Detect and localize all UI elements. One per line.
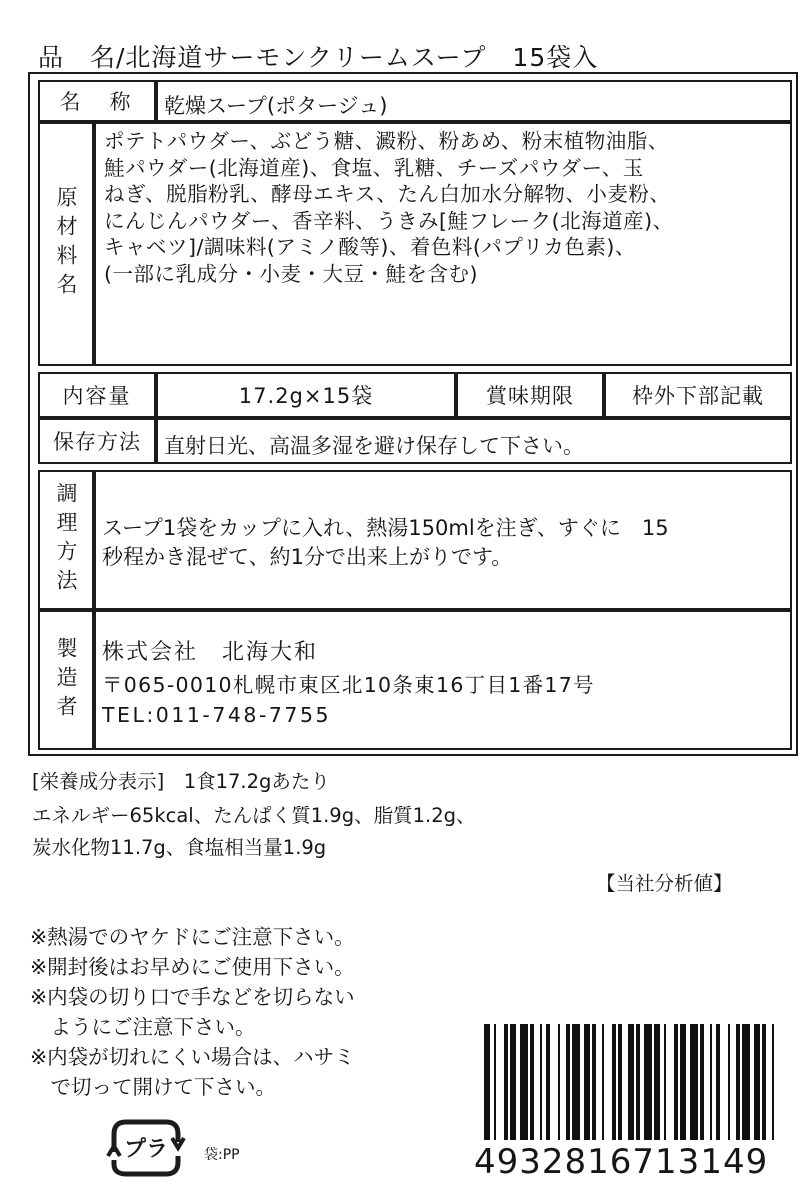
cooking-cell (94, 470, 792, 610)
caution-list (30, 922, 355, 1102)
cooking-line: スープ1袋をカップに入れ、熱湯150mlを注ぎ、すぐに 15 (102, 516, 669, 540)
ingredients-line: にんじんパウダー、香辛料、うきみ[鮭フレーク(北海道産)、 (104, 208, 674, 233)
name-value-cell (156, 80, 792, 122)
barcode (466, 1018, 792, 1189)
nutrition-header: [栄養成分表示] 1食17.2gあたり (32, 770, 330, 793)
ingredients-label-cell (38, 122, 94, 366)
best-before-value-cell (604, 372, 792, 418)
barcode-bar (484, 1024, 490, 1140)
name-label: 名 称 (59, 90, 135, 114)
cooking-line: 秒程かき混ぜて、約1分で出来上がりです。 (102, 545, 513, 569)
storage-value: 直射日光、高温多湿を避け保存して下さい。 (164, 434, 584, 458)
ingredients-label: 原材料名 (54, 186, 78, 302)
barcode-bar (584, 1024, 590, 1140)
storage-value-cell (156, 418, 792, 464)
plastic-recycle-icon (104, 1112, 188, 1182)
cooking-label: 調理方法 (54, 482, 78, 598)
barcode-bar (592, 1024, 596, 1140)
analysis-note: 【当社分析値】 (596, 872, 733, 895)
content-value-cell (156, 372, 456, 418)
nutrition-line: 炭水化物11.7g、食塩相当量1.9g (32, 836, 327, 859)
barcode-bar (540, 1024, 542, 1140)
barcode-bar (728, 1024, 730, 1140)
barcode-bar (628, 1024, 634, 1140)
caution-line: ※内袋が切れにくい場合は、ハサミ (30, 1045, 355, 1069)
maker-phone: TEL:011-748-7755 (102, 703, 332, 727)
barcode-bar (636, 1024, 640, 1140)
name-label-cell (38, 80, 156, 122)
barcode-bar (494, 1024, 496, 1140)
barcode-bar (572, 1024, 580, 1140)
maker-label-cell (38, 610, 94, 750)
maker-text (102, 636, 595, 730)
name-value: 乾燥スープ(ポタージュ) (164, 94, 388, 118)
barcode-bars (484, 1024, 784, 1140)
barcode-bar (654, 1024, 660, 1140)
caution-line: で切って開けて下さい。 (30, 1075, 276, 1099)
barcode-bar (546, 1024, 550, 1140)
caution-line: ※内袋の切り口で手などを切らない (30, 985, 355, 1009)
maker-cell (94, 610, 792, 750)
barcode-bar (566, 1024, 570, 1140)
barcode-bar (504, 1024, 508, 1140)
barcode-bar (612, 1024, 616, 1140)
cooking-label-cell (38, 470, 94, 610)
ingredients-line: ポテトパウダー、ぶどう糖、澱粉、粉あめ、粉末植物油脂、 (104, 129, 669, 153)
storage-label: 保存方法 (53, 430, 141, 454)
content-label: 内容量 (62, 384, 132, 408)
best-before-value: 枠外下部記載 (632, 384, 764, 408)
content-value: 17.2g×15袋 (238, 384, 374, 408)
barcode-bar (558, 1024, 560, 1140)
barcode-bar (742, 1024, 750, 1140)
maker-company: 株式会社 北海大和 (102, 640, 319, 665)
maker-label: 製造者 (54, 636, 78, 724)
barcode-bar (618, 1024, 622, 1140)
recycle-mark-text: プラ (123, 1137, 169, 1162)
barcode-bar (674, 1024, 678, 1140)
ingredients-line: (一部に乳成分・小麦・大豆・鮭を含む) (104, 261, 478, 286)
ingredients-line: ねぎ、脱脂粉乳、酵母エキス、たん白加水分解物、小麦粉、 (104, 182, 671, 206)
barcode-bar (710, 1024, 712, 1140)
product-name-line: 品 名/北海道サーモンクリームスープ 15袋入 (38, 43, 599, 72)
ingredients-cell (94, 122, 792, 366)
barcode-bar (602, 1024, 604, 1140)
best-before-label-cell (456, 372, 604, 418)
caution-line: ※熱湯でのヤケドにご注意下さい。 (30, 925, 355, 949)
barcode-bar (530, 1024, 534, 1140)
barcode-bar (690, 1024, 698, 1140)
caution-line: ※開封後はお早めにご使用下さい。 (30, 955, 355, 979)
barcode-bar (700, 1024, 704, 1140)
cooking-text (102, 514, 669, 572)
caution-line: ようにご注意下さい。 (30, 1015, 256, 1039)
barcode-bar (510, 1024, 516, 1140)
ingredients-line: キャベツ]/調味料(アミノ酸等)、着色料(パプリカ色素)、 (104, 235, 636, 259)
ingredients-line: 鮭パウダー(北海道産)、食塩、乳糖、チーズパウダー、玉 (104, 155, 644, 180)
barcode-bar (644, 1024, 652, 1140)
bag-material-label: 袋:PP (204, 1147, 240, 1163)
ingredients-text (96, 124, 790, 287)
barcode-bar (762, 1024, 766, 1140)
barcode-bar (772, 1024, 774, 1140)
barcode-bar (716, 1024, 720, 1140)
barcode-bar (680, 1024, 686, 1140)
barcode-number: 4932816713149 (474, 1142, 769, 1182)
storage-label-cell (38, 418, 156, 464)
barcode-bar (664, 1024, 666, 1140)
content-label-cell (38, 372, 156, 418)
best-before-label: 賞味期限 (486, 384, 574, 408)
maker-address: 〒065-0010札幌市東区北10条東16丁目1番17号 (102, 673, 595, 697)
nutrition-line: エネルギー65kcal、たんぱく質1.9g、脂質1.2g、 (32, 804, 476, 827)
barcode-bar (736, 1024, 740, 1140)
barcode-bar (754, 1024, 760, 1140)
plastic-recycle-icon-svg (104, 1112, 188, 1182)
barcode-bar (520, 1024, 528, 1140)
